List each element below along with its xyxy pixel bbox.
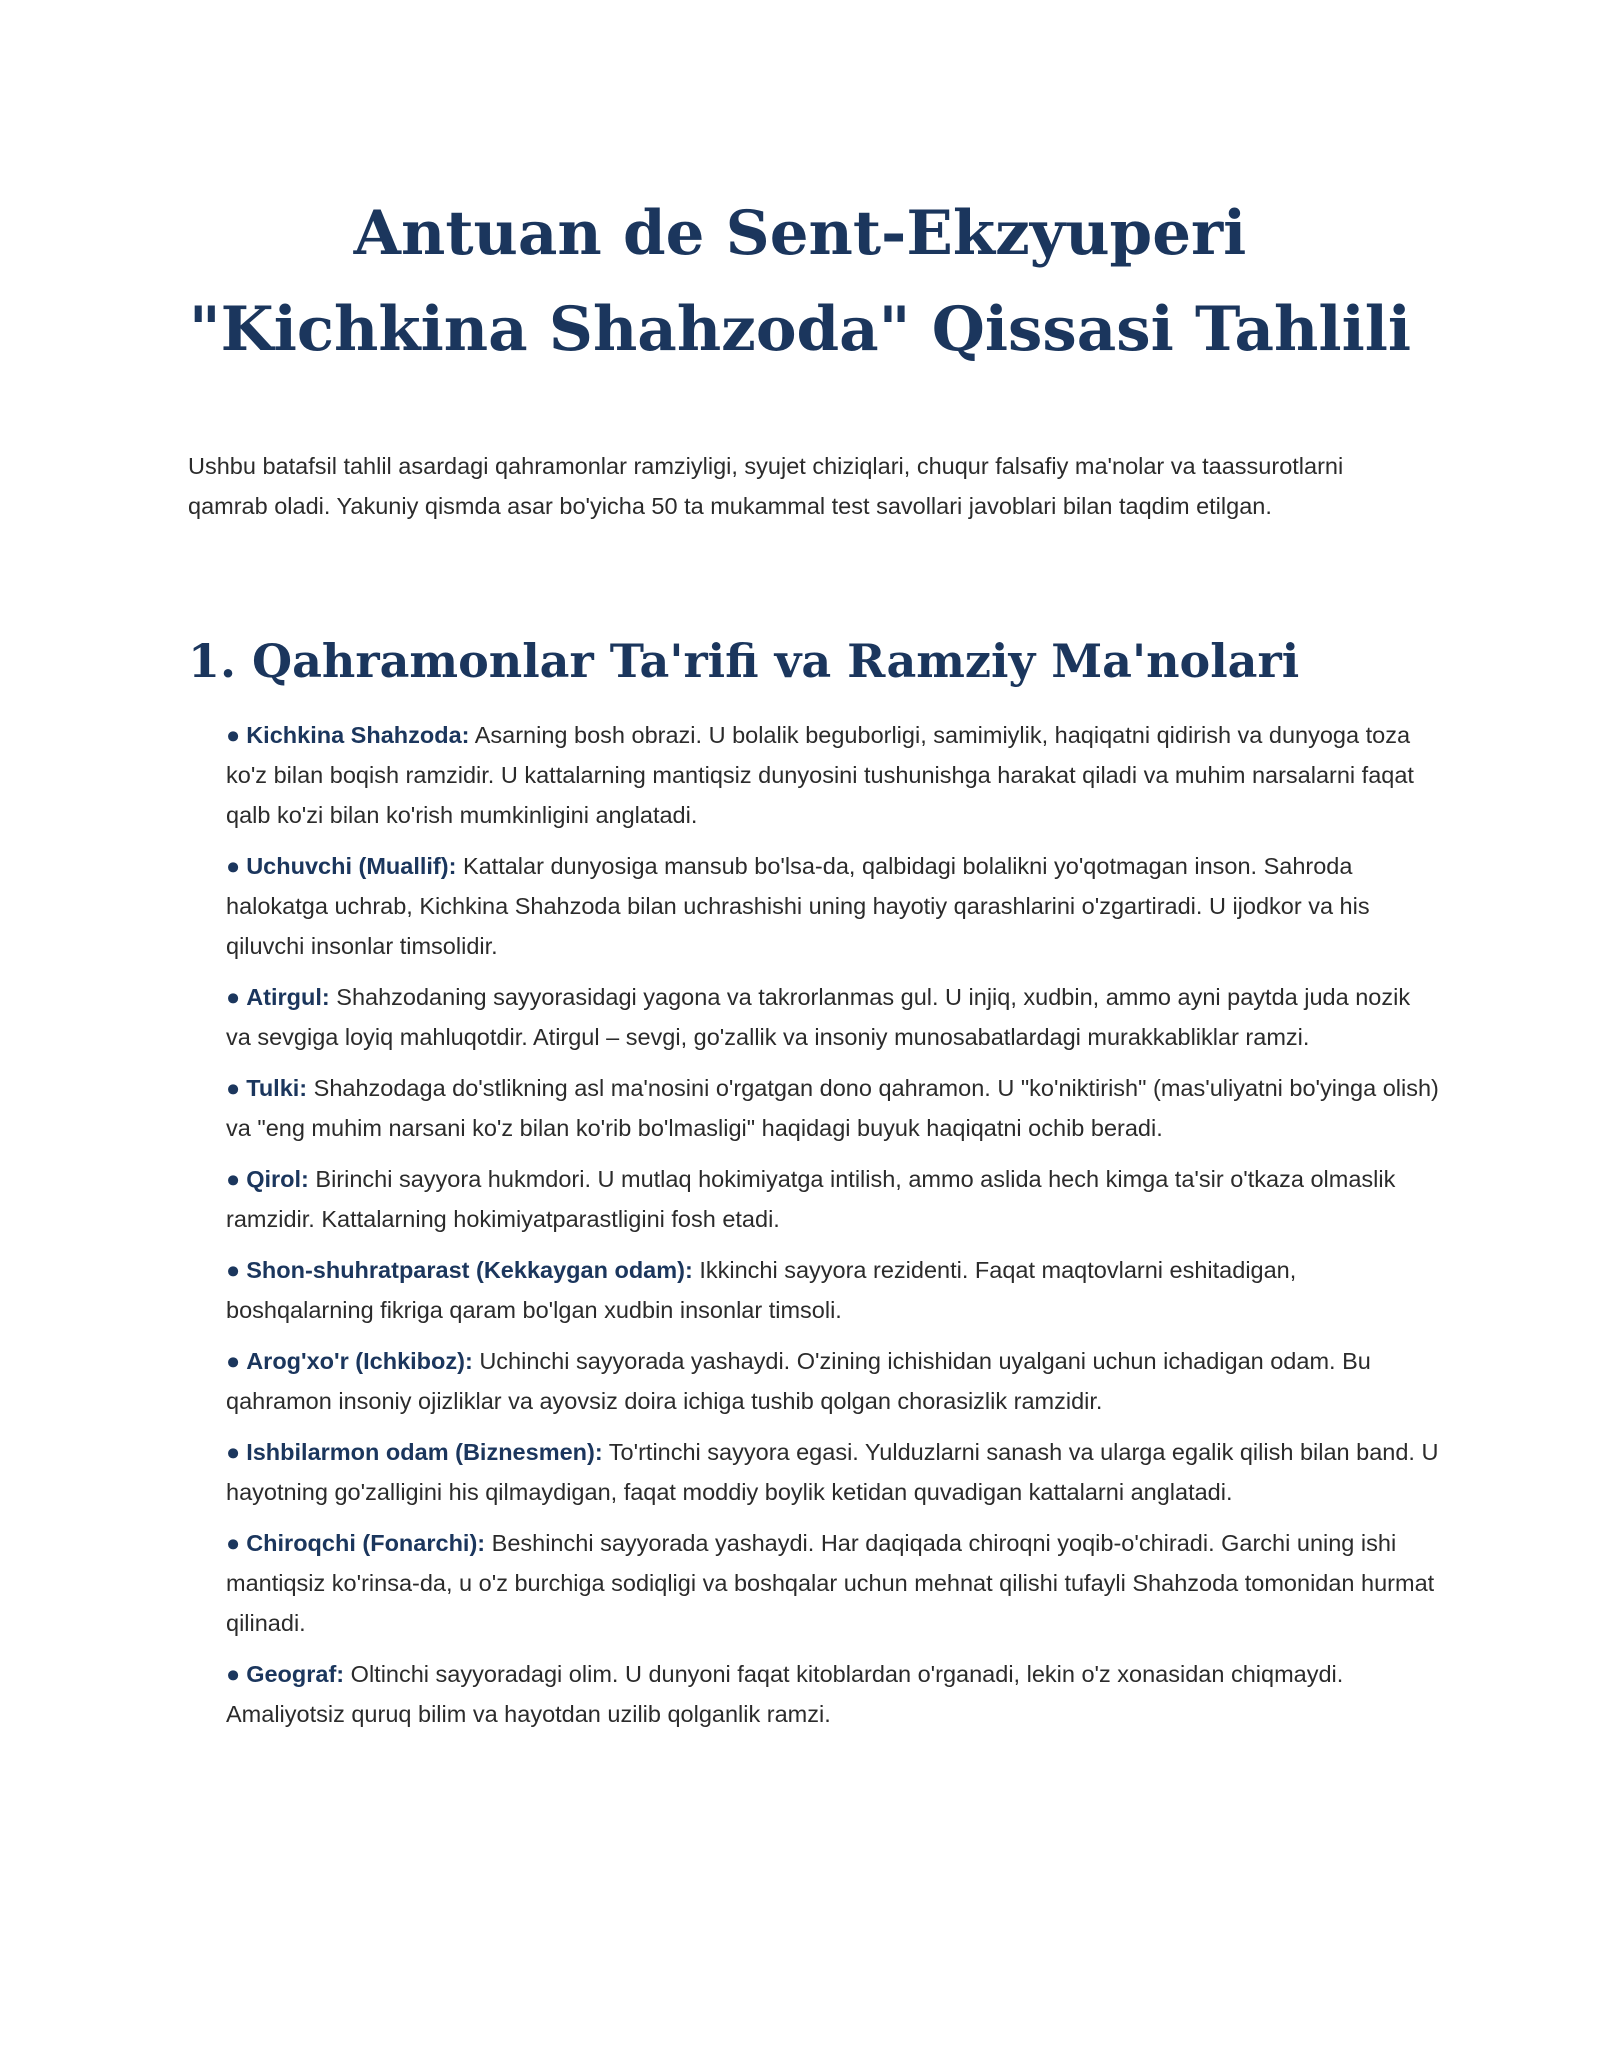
bullet-icon: ● [226, 984, 241, 1010]
bullet-icon: ● [226, 1348, 241, 1374]
character-description: Ikkinchi sayyora rezidenti. Faqat maqtovlarni eshitadigan, boshqalarning fikriga qaram bo'lgan xudbin insonlar timsoli. [226, 1257, 1297, 1323]
list-item [226, 1341, 1441, 1421]
list-item [226, 1068, 1441, 1148]
character-term: Geograf: [246, 1661, 345, 1687]
list-item [226, 846, 1441, 966]
document-title [0, 186, 1600, 378]
character-term: Ishbilarmon odam (Biznesmen): [246, 1439, 603, 1465]
character-description: Uchinchi sayyorada yashaydi. O'zining ichishidan uyalgani uchun ichadigan odam. Bu qahramon insoniy ojizliklar va ayovsiz doira ichiga tushib qolgan chorasizlik ramzidir. [226, 1348, 1371, 1414]
bullet-icon: ● [226, 1661, 241, 1687]
title-line-1: Antuan de Sent-Ekzyuperi [353, 198, 1247, 269]
list-item [226, 1654, 1441, 1734]
list-item [226, 1432, 1441, 1512]
character-term: Uchuvchi (Muallif): [246, 853, 457, 879]
character-description: Kattalar dunyosiga mansub bo'lsa-da, qalbidagi bolalikni yo'qotmagan inson. Sahroda halokatga uchrab, Kichkina Shahzoda bilan uchrashishi uning hayotiy qarashlarini o'zgartiradi. U ijodkor va his qiluvchi insonlar timsolidir. [226, 853, 1370, 959]
character-term: Tulki: [246, 1075, 308, 1101]
bullet-icon: ● [226, 853, 241, 879]
character-term: Qirol: [246, 1166, 309, 1192]
bullet-icon: ● [226, 1439, 241, 1465]
list-item [226, 1159, 1441, 1239]
character-description: To'rtinchi sayyora egasi. Yulduzlarni sanash va ularga egalik qilish bilan band. U hayotning go'zalligini his qilmaydigan, faqat moddiy boylik ketidan quvadigan kattalarni anglatadi. [226, 1439, 1439, 1505]
title-line-2: "Kichkina Shahzoda" Qissasi Tahlili [188, 294, 1412, 365]
section-heading: 1. Qahramonlar Ta'rifi va Ramziy Ma'nolari [188, 634, 1300, 688]
list-item [226, 977, 1441, 1057]
bullet-icon: ● [226, 1530, 241, 1556]
intro-paragraph: Ushbu batafsil tahlil asardagi qahramonlar ramziyligi, syujet chiziqlari, chuqur falsafiy ma'nolar va taassurotlarni qamrab oladi. Yakuniy qismda asar bo'yicha 50 ta mukammal test savollari javoblari bilan taqdim etilgan. [188, 453, 1344, 519]
bullet-icon: ● [226, 722, 241, 748]
bullet-icon: ● [226, 1166, 241, 1192]
character-description: Asarning bosh obrazi. U bolalik beguborligi, samimiylik, haqiqatni qidirish va dunyoga toza ko'z bilan boqish ramzidir. U kattalarning mantiqsiz dunyosini tushunishga harakat qiladi va muhim narsalarni faqat qalb ko'zi bilan ko'rish mumkinligini anglatadi. [226, 722, 1414, 828]
bullet-icon: ● [226, 1075, 241, 1101]
bullet-icon: ● [226, 1257, 241, 1283]
character-description: Shahzodaning sayyorasidagi yagona va takrorlanmas gul. U injiq, xudbin, ammo ayni paytda juda nozik va sevgiga loyiq mahluqotdir. Atirgul – sevgi, go'zallik va insoniy munosabatlardagi murakkabliklar ramzi. [226, 984, 1411, 1050]
character-term: Kichkina Shahzoda: [246, 722, 470, 748]
character-term: Atirgul: [246, 984, 330, 1010]
list-item [226, 1523, 1441, 1643]
list-item [226, 1250, 1441, 1330]
character-list [226, 715, 1441, 1745]
character-description: Oltinchi sayyoradagi olim. U dunyoni faqat kitoblardan o'rganadi, lekin o'z xonasidan chiqmaydi. Amaliyotsiz quruq bilim va hayotdan uzilib qolganlik ramzi. [226, 1661, 1344, 1727]
character-description: Shahzodaga do'stlikning asl ma'nosini o'rgatgan dono qahramon. U "ko'niktirish" (mas'uliyatni bo'yinga olish) va "eng muhim narsani ko'z bilan ko'rib bo'lmasligi" haqidagi buyuk haqiqatni ochib beradi. [226, 1075, 1439, 1141]
character-description: Beshinchi sayyorada yashaydi. Har daqiqada chiroqni yoqib-o'chiradi. Garchi uning ishi mantiqsiz ko'rinsa-da, u o'z burchiga sodiqligi va boshqalar uchun mehnat qilishi tufayli Shahzoda tomonidan hurmat qilinadi. [226, 1530, 1435, 1636]
character-term: Chiroqchi (Fonarchi): [246, 1530, 486, 1556]
list-item [226, 715, 1441, 835]
character-term: Arog'xo'r (Ichkiboz): [246, 1348, 473, 1374]
character-description: Birinchi sayyora hukmdori. U mutlaq hokimiyatga intilish, ammo aslida hech kimga ta'sir o'tkaza olmaslik ramzidir. Kattalarning hokimiyatparastligini fosh etadi. [226, 1166, 1396, 1232]
character-term: Shon-shuhratparast (Kekkaygan odam): [246, 1257, 693, 1283]
